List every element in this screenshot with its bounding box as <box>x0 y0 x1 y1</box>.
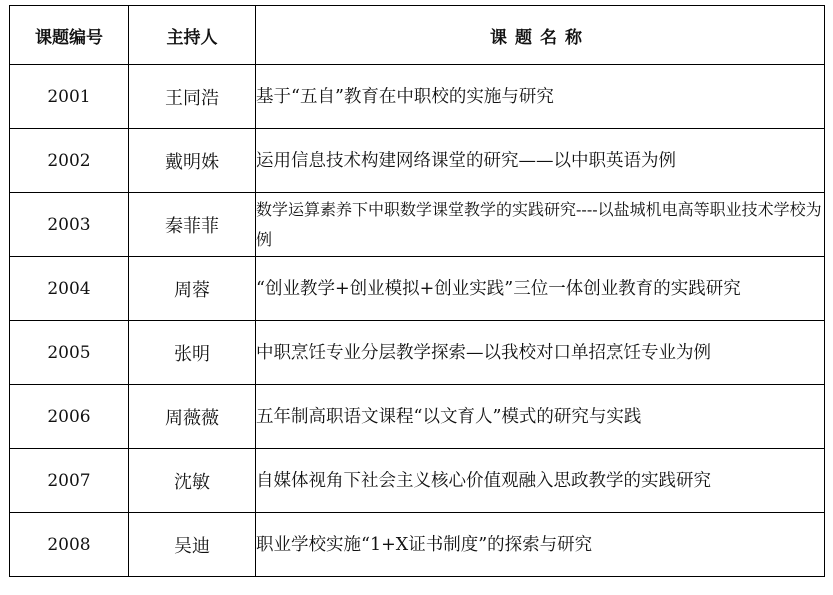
topic-title-cell: 自媒体视角下社会主义核心价值观融入思政教学的实践研究 <box>256 449 825 513</box>
table-row <box>10 449 825 513</box>
header-topic-id: 课题编号 <box>10 6 129 65</box>
topic-title-cell: 中职烹饪专业分层教学探索—以我校对口单招烹饪专业为例 <box>256 321 825 385</box>
table-row <box>10 65 825 129</box>
topic-title-cell: 基于“五自”教育在中职校的实施与研究 <box>256 65 825 129</box>
topic-id-cell: 2007 <box>10 449 129 513</box>
topic-id-cell: 2004 <box>10 257 129 321</box>
topic-title-cell: “创业教学+创业模拟+创业实践”三位一体创业教育的实践研究 <box>256 257 825 321</box>
host-cell: 秦菲菲 <box>129 193 256 257</box>
header-topic-title: 课题名称 <box>256 6 825 65</box>
topic-id-cell: 2003 <box>10 193 129 257</box>
table-header-row <box>10 6 825 65</box>
table-row <box>10 513 825 577</box>
host-cell: 吴迪 <box>129 513 256 577</box>
topic-title-cell: 数学运算素养下中职数学课堂教学的实践研究----以盐城机电高等职业技术学校为例 <box>256 193 825 257</box>
topic-id-cell: 2006 <box>10 385 129 449</box>
host-cell: 戴明姝 <box>129 129 256 193</box>
table-row <box>10 193 825 257</box>
topic-table <box>9 5 825 577</box>
topic-title-cell: 运用信息技术构建网络课堂的研究——以中职英语为例 <box>256 129 825 193</box>
topic-id-cell: 2002 <box>10 129 129 193</box>
topic-id-cell: 2005 <box>10 321 129 385</box>
host-cell: 周蓉 <box>129 257 256 321</box>
table-row <box>10 321 825 385</box>
topic-title-cell: 五年制高职语文课程“以文育人”模式的研究与实践 <box>256 385 825 449</box>
header-host: 主持人 <box>129 6 256 65</box>
topic-id-cell: 2008 <box>10 513 129 577</box>
host-cell: 张明 <box>129 321 256 385</box>
host-cell: 王同浩 <box>129 65 256 129</box>
table-row <box>10 129 825 193</box>
table-row <box>10 257 825 321</box>
topic-title-cell: 职业学校实施“1+X证书制度”的探索与研究 <box>256 513 825 577</box>
host-cell: 沈敏 <box>129 449 256 513</box>
host-cell: 周薇薇 <box>129 385 256 449</box>
table-row <box>10 385 825 449</box>
topic-id-cell: 2001 <box>10 65 129 129</box>
